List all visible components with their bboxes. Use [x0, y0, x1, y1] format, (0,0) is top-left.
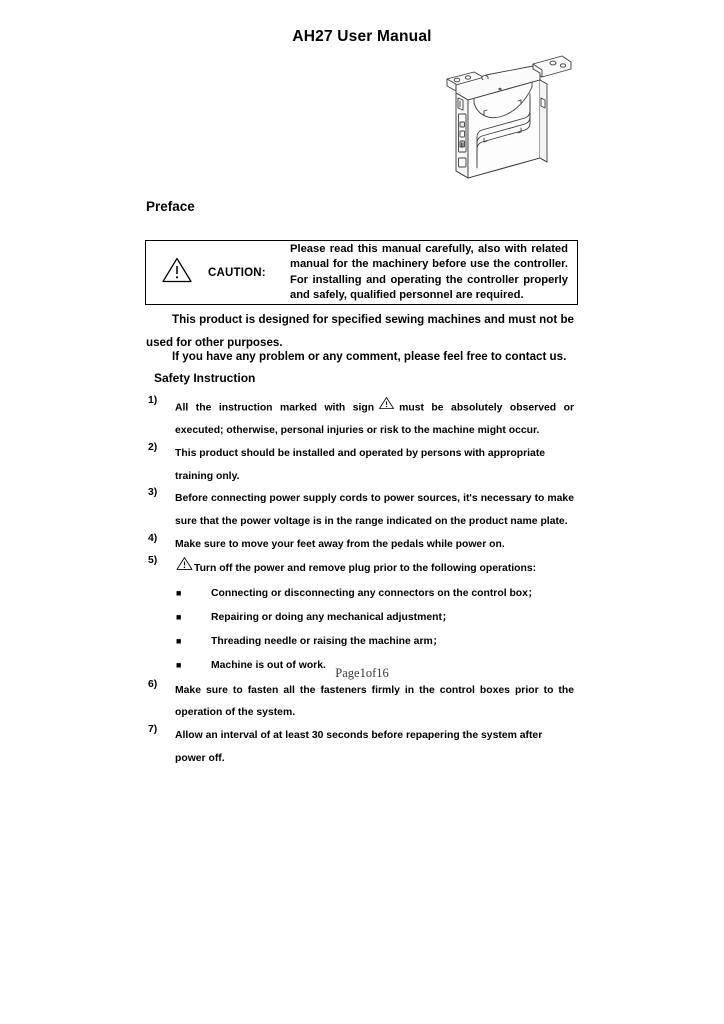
square-bullet-icon: ■ — [176, 588, 182, 599]
list-item-text-after: must be absolutely observed or executed; otherwise, personal injuries or risk to the machine might occur. — [175, 402, 574, 437]
square-bullet-icon: ■ — [176, 659, 182, 670]
list-item — [175, 606, 574, 630]
sub-bullet-text: Repairing or doing any mechanical adjustment； — [211, 611, 453, 623]
list-item-number: 4) — [148, 532, 158, 544]
square-bullet-icon: ■ — [176, 635, 182, 646]
caution-text: Please read this manual carefully, also with related manual for the machinery before use the controller. For installing and operating the controller properly and safely, qualified personnel are required. — [290, 242, 568, 301]
preface-paragraph-2 — [146, 346, 574, 369]
safety-sub-bullet-list — [175, 582, 574, 678]
warning-triangle-icon — [175, 556, 194, 581]
page-title: AH27 User Manual — [292, 28, 432, 45]
caution-icon-cell — [146, 256, 208, 289]
list-item-number: 6) — [148, 678, 158, 690]
list-item — [175, 630, 574, 654]
list-item-body — [175, 396, 574, 443]
list-item — [146, 534, 574, 557]
list-item-number: 7) — [148, 724, 158, 736]
preface-heading: Preface — [146, 199, 195, 214]
list-item — [146, 725, 574, 770]
preface-paragraph-1-text: This product is designed for specified sewing machines and must not be used for other purposes. — [146, 313, 574, 349]
list-item-number: 3) — [148, 487, 158, 499]
safety-instruction-heading: Safety Instruction — [154, 371, 256, 385]
warning-triangle-icon — [378, 396, 395, 420]
sub-bullet-text: Threading needle or raising the machine arm； — [211, 635, 444, 647]
list-item — [146, 443, 574, 488]
list-item-body — [175, 556, 574, 581]
list-item-text-after: Turn off the power and remove plug prior to the following operations: — [194, 563, 537, 575]
list-item — [146, 488, 574, 533]
warning-triangle-icon — [161, 256, 193, 289]
product-illustration — [437, 42, 587, 192]
preface-paragraph-2-text: If you have any problem or any comment, please feel free to contact us. — [172, 350, 567, 363]
sub-bullet-text: Connecting or disconnecting any connectors on the control box； — [211, 588, 539, 600]
caution-box — [145, 240, 578, 305]
caution-label: CAUTION: — [208, 266, 266, 279]
list-item-number: 5) — [148, 555, 158, 567]
page-footer: Page1of16 — [335, 666, 389, 680]
sub-bullet-text: Machine is out of work. — [211, 659, 326, 671]
list-item — [146, 556, 574, 581]
safety-instruction-list — [146, 396, 574, 770]
list-item-number: 2) — [148, 441, 158, 453]
list-item — [146, 680, 574, 725]
list-item — [175, 582, 574, 606]
list-item-text-before: All the instruction marked with sign — [175, 402, 375, 414]
list-item-body: This product should be installed and operated by persons with appropriate training only. — [175, 447, 546, 482]
list-item-body: Allow an interval of at least 30 seconds before repapering the system after power off. — [175, 730, 543, 764]
list-item-body: Make sure to fasten all the fasteners firmly in the control boxes prior to the operation of the system. — [175, 684, 574, 719]
list-item-body: Before connecting power supply cords to power sources, it's necessary to make sure that the power voltage is in the range indicated on the product name plate. — [175, 493, 574, 527]
list-item-body: Make sure to move your feet away from the pedals while power on. — [175, 538, 505, 550]
list-item-number: 1) — [148, 395, 158, 406]
square-bullet-icon: ■ — [176, 611, 182, 622]
list-item — [146, 396, 574, 443]
